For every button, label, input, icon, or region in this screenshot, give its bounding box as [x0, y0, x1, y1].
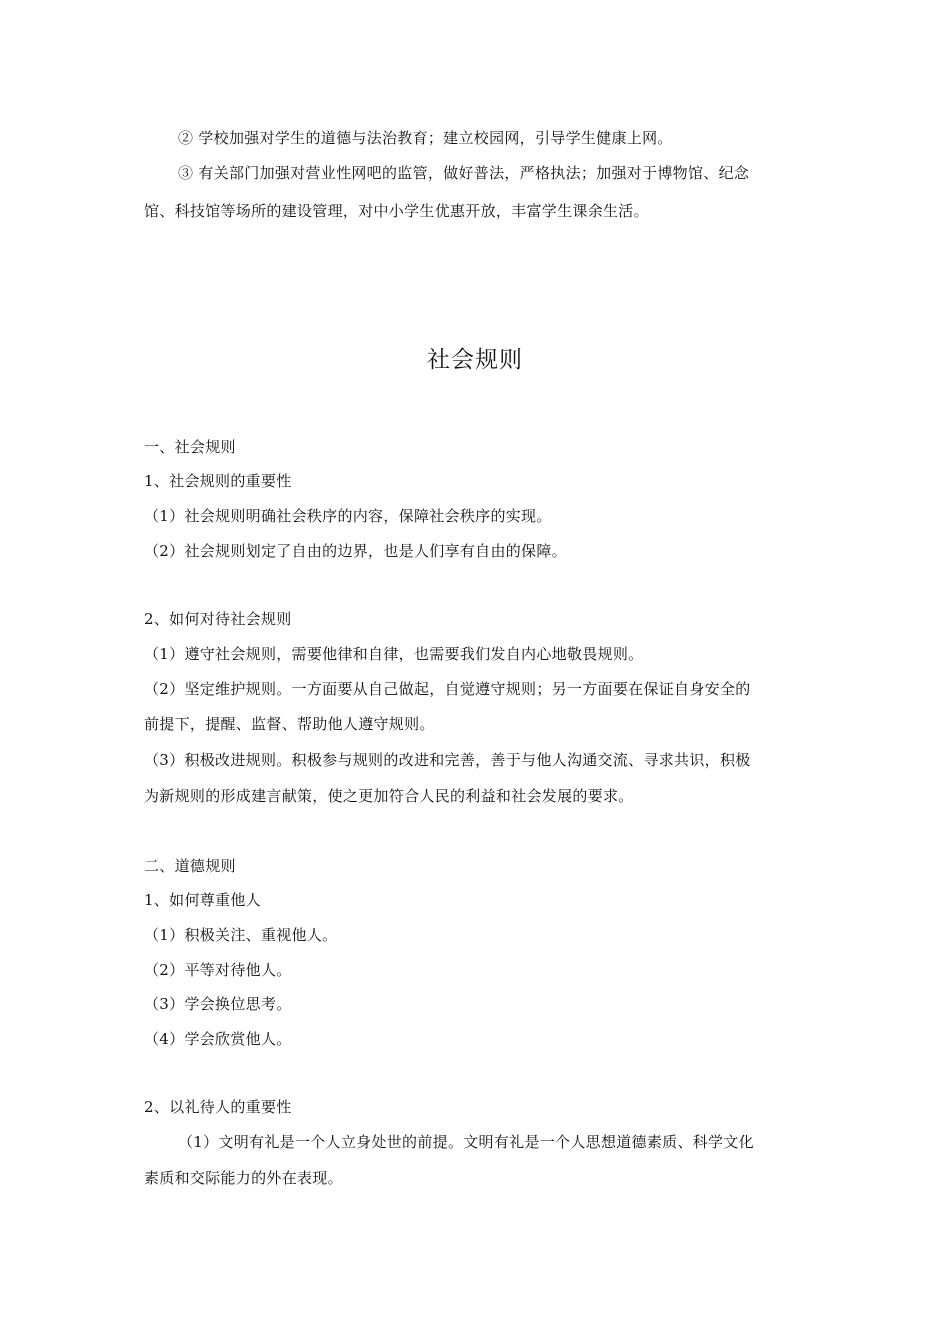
list-item-continuation: 前提下，提醒、监督、帮助他人遵守规则。: [144, 715, 435, 733]
paragraph-school-measures: ② 学校加强对学生的道德与法治教育；建立校园网，引导学生健康上网。: [178, 129, 673, 147]
paragraph-courtesy-line2: 素质和交际能力的外在表现。: [144, 1169, 343, 1187]
subheading-courtesy-importance: 2、以礼待人的重要性: [144, 1098, 292, 1116]
list-item-continuation: 为新规则的形成建言献策，使之更加符合人民的利益和社会发展的要求。: [144, 787, 634, 805]
list-item: （1）遵守社会规则，需要他律和自律，也需要我们发自内心地敬畏规则。: [144, 645, 644, 663]
subheading-importance: 1、社会规则的重要性: [144, 472, 292, 490]
page-title: 社会规则: [427, 347, 523, 373]
subheading-respect-others: 1、如何尊重他人: [144, 891, 261, 909]
list-item: （4）学会欣赏他人。: [144, 1030, 292, 1048]
list-item: （2）坚定维护规则。一方面要从自己做起，自觉遵守规则；另一方面要在保证自身安全的: [144, 680, 751, 698]
paragraph-department-measures-line2: 馆、科技馆等场所的建设管理，对中小学生优惠开放，丰富学生课余生活。: [144, 202, 649, 220]
list-item: （1）积极关注、重视他人。: [144, 926, 338, 944]
paragraph-courtesy-line1: （1）文明有礼是一个人立身处世的前提。文明有礼是一个人思想道德素质、科学文化: [178, 1133, 754, 1151]
subheading-how-to-treat: 2、如何对待社会规则: [144, 610, 292, 628]
list-item: （3）学会换位思考。: [144, 995, 292, 1013]
list-item: （3）积极改进规则。积极参与规则的改进和完善，善于与他人沟通交流、寻求共识，积极: [144, 751, 751, 769]
list-item: （2）平等对待他人。: [144, 961, 292, 979]
section-heading-moral-rules: 二、道德规则: [144, 857, 236, 875]
list-item: （2）社会规则划定了自由的边界，也是人们享有自由的保障。: [144, 542, 567, 560]
section-heading-social-rules: 一、社会规则: [144, 438, 236, 456]
paragraph-department-measures-line1: ③ 有关部门加强对营业性网吧的监管，做好普法，严格执法；加强对于博物馆、纪念: [178, 164, 750, 182]
list-item: （1）社会规则明确社会秩序的内容，保障社会秩序的实现。: [144, 507, 552, 525]
